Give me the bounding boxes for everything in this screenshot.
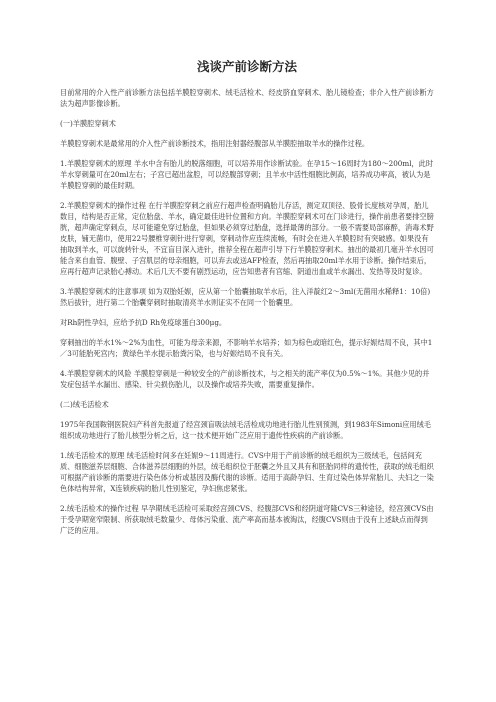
section-heading-cvs: (二)绒毛活检术 (60, 400, 109, 409)
paragraph: 1975年我国鞍钢医院妇产科首先报道了经宫颈盲吸法绒毛活检成功地进行胎儿性别预测，到1983年Simoni应用绒毛组织成功地进行了胎儿核型分析之后，这一技术便开始广泛应用于遗传性疾病的产前诊断。 (60, 420, 431, 440)
paragraph: 穿刺抽出的羊水1%～2%为血性，可能为母亲来源，不影响羊水培养；如为棕色或暗红色，提示好娠结局不良，其中1／3可能胎死宫内；黄绿色羊水提示胎粪污染，也与好娠结局不良有关。 (60, 338, 433, 358)
document-title: 浅谈产前诊断方法 (196, 59, 297, 74)
document-body (60, 87, 434, 536)
section-heading-amniocentesis: (一)羊膜腔穿刺术 (60, 119, 116, 128)
paragraph-intro: 目前常用的介入性产前诊断方法包括羊膜腔穿刺术、绒毛活检术、经皮脐血穿刺术、胎儿镜检查；非介入性产前诊断方法为超声影像诊断。 (60, 88, 434, 108)
paragraph: 1.绒毛活检术的原理 绒毛活检时间多在妊娠9～11周进行。CVS中用于产前诊断的绒毛组织为三级绒毛，包括间充质、细胞滋养层细胞、合体滋养层细胞的外层，绒毛组织位于胚囊之外且又具有和胚胎同样的遗传性，获取的绒毛组织可根据产前诊断的需要进行染色体分析或基因及酶代谢的诊断。适用于高龄孕妇、生育过染色体异常胎儿、夫妇之一染色体结构异常，X连锁疾病的胎儿性别鉴定，孕妇焦虑紧张。 (60, 451, 434, 493)
paragraph: 2.羊膜腔穿刺术的操作过程 在行羊膜腔穿刺之前应行超声检查明确胎儿存活，测定双顶径、股骨长度核对孕周，胎儿数目，结构是否正常，定位胎盘、羊水，确定最佳进针位置和方向。羊膜腔穿刺术可在门诊进行，操作前患者要排空膀胱，超声确定穿刺点，尽可能避免穿过胎盘，但如果必须穿过胎盘，选择最薄的部分。一般不需要局部麻醉，消毒术野皮肤，铺无菌巾，使用22号腰椎穿刺针进行穿刺，穿刺动作应连续流畅，有时会在进入羊膜腔时有突破感。如果没有抽取到羊水，可以旋转针头，不宜盲目深入进针，推荐全程在超声引导下行羊膜腔穿刺术。抽出的最初几毫升羊水因可能含来自血管、腹壁、子宫肌层的母亲细胞，可以弃去或送AFP检查，然后再抽取20ml羊水用于诊断。操作结束后，应再行超声记录胎心搏动。术后几天不要有剧烈运动，应告知患者有宫缩、阴道出血或羊水漏出、发热等及时复诊。 (60, 201, 434, 276)
paragraph: 羊膜腔穿刺术是最常用的介入性产前诊断技术，指用注射器经腹部从羊膜腔抽取羊水的操作过程。 (60, 139, 370, 148)
paragraph: 4.羊膜腔穿刺术的风险 羊膜腔穿刺是一种较安全的产前诊断技术，与之相关的流产率仅为0.5%～1%。其他少见的并发症包括羊水漏出、感染、针尖损伤胎儿，以及操作或培养失败，需要重复操作。 (60, 369, 430, 389)
paragraph: 1.羊膜腔穿刺术的原理 羊水中含有胎儿的脱落细胞，可以培养用作诊断试验。在孕15～16周时为180～200ml，此时羊水穿刺量可在20ml左右；子宫已超出盆腔，可以经腹部穿刺；且羊水中活性细胞比例高，培养成功率高，被认为是羊膜腔穿刺的最佳时期。 (60, 159, 434, 190)
paragraph: 3.羊膜腔穿刺术的注意事项 如为双胎妊娠，应从第一个胎囊抽取羊水后，注入洋靛红2～3ml(无菌用水稀释1：10倍)然后拔针，进行第二个胎囊穿刺时抽取清亮羊水则证实不在同一个胎囊里。 (60, 287, 431, 307)
paragraph: 对Rh阴性孕妇，应给予抗D Rh免疫球蛋白300μg。 (60, 318, 227, 327)
paragraph: 2.绒毛活检术的操作过程 早孕期绒毛活检可采取经宫颈CVS、经腹部CVS和经阴道穹隆CVS三种途径，经宫颈CVS由于受孕期宽窄限制、所获取绒毛数量少、母体污染重、流产率高而基本被淘汰，经腹CVS则由于没有上述缺点而得到广泛的应用。 (60, 504, 434, 535)
